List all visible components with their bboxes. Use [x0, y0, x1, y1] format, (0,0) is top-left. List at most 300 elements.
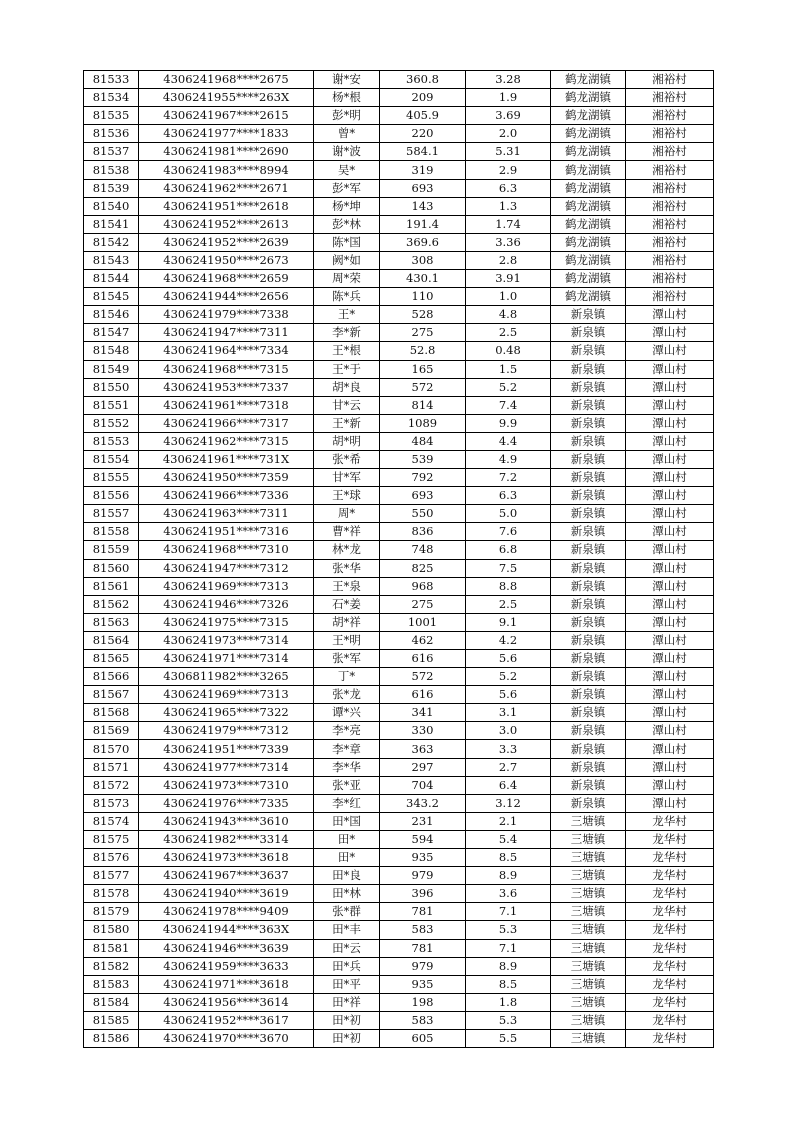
cell-village: 龙华村: [626, 993, 714, 1011]
cell-name: 田*初: [314, 1011, 380, 1029]
cell-name: 石*姜: [314, 595, 380, 613]
cell-town: 三塘镇: [551, 939, 626, 957]
cell-row-number: 81550: [84, 378, 139, 396]
cell-name: 张*亚: [314, 776, 380, 794]
cell-village: 潭山村: [626, 577, 714, 595]
cell-value: 5.6: [466, 686, 551, 704]
cell-amount: 528: [380, 306, 466, 324]
cell-row-number: 81573: [84, 794, 139, 812]
cell-value: 1.74: [466, 215, 551, 233]
cell-row-number: 81551: [84, 396, 139, 414]
cell-town: 三塘镇: [551, 830, 626, 848]
cell-village: 潭山村: [626, 613, 714, 631]
cell-amount: 583: [380, 1011, 466, 1029]
table-row: [84, 505, 714, 523]
cell-value: 2.5: [466, 324, 551, 342]
cell-id-number: 4306241944****363X: [139, 921, 314, 939]
cell-amount: 363: [380, 740, 466, 758]
cell-name: 张*群: [314, 903, 380, 921]
table-row: [84, 758, 714, 776]
cell-name: 吴*: [314, 161, 380, 179]
cell-value: 9.9: [466, 414, 551, 432]
cell-name: 李*新: [314, 324, 380, 342]
cell-amount: 405.9: [380, 107, 466, 125]
cell-id-number: 4306241968****2675: [139, 71, 314, 89]
cell-row-number: 81537: [84, 143, 139, 161]
cell-value: 5.0: [466, 505, 551, 523]
cell-name: 阙*如: [314, 251, 380, 269]
cell-row-number: 81564: [84, 631, 139, 649]
cell-village: 潭山村: [626, 794, 714, 812]
cell-name: 谢*安: [314, 71, 380, 89]
cell-name: 李*红: [314, 794, 380, 812]
cell-village: 潭山村: [626, 378, 714, 396]
table-row: [84, 975, 714, 993]
cell-id-number: 4306241969****7313: [139, 577, 314, 595]
cell-id-number: 4306241970****3670: [139, 1029, 314, 1047]
table-row: [84, 179, 714, 197]
cell-village: 湘裕村: [626, 161, 714, 179]
cell-id-number: 4306241979****7338: [139, 306, 314, 324]
cell-id-number: 4306241952****2639: [139, 233, 314, 251]
cell-town: 新泉镇: [551, 776, 626, 794]
cell-village: 龙华村: [626, 867, 714, 885]
cell-id-number: 4306241943****3610: [139, 812, 314, 830]
cell-name: 陈*国: [314, 233, 380, 251]
cell-id-number: 4306241964****7334: [139, 342, 314, 360]
cell-town: 新泉镇: [551, 360, 626, 378]
cell-town: 新泉镇: [551, 704, 626, 722]
cell-town: 鹤龙湖镇: [551, 270, 626, 288]
cell-amount: 297: [380, 758, 466, 776]
cell-id-number: 4306241973****7310: [139, 776, 314, 794]
cell-name: 谭*兴: [314, 704, 380, 722]
cell-amount: 792: [380, 469, 466, 487]
cell-row-number: 81556: [84, 487, 139, 505]
cell-value: 4.8: [466, 306, 551, 324]
cell-village: 湘裕村: [626, 233, 714, 251]
table-row: [84, 125, 714, 143]
cell-village: 潭山村: [626, 306, 714, 324]
cell-id-number: 4306241940****3619: [139, 885, 314, 903]
table-row: [84, 89, 714, 107]
cell-value: 3.12: [466, 794, 551, 812]
cell-name: 李*亮: [314, 722, 380, 740]
table-row: [84, 957, 714, 975]
cell-town: 鹤龙湖镇: [551, 89, 626, 107]
cell-row-number: 81568: [84, 704, 139, 722]
table-row: [84, 686, 714, 704]
cell-value: 8.5: [466, 849, 551, 867]
cell-value: 2.7: [466, 758, 551, 776]
table-row: [84, 450, 714, 468]
cell-value: 2.8: [466, 251, 551, 269]
cell-row-number: 81552: [84, 414, 139, 432]
cell-village: 湘裕村: [626, 125, 714, 143]
cell-village: 潭山村: [626, 686, 714, 704]
table-row: [84, 342, 714, 360]
table-row: [84, 559, 714, 577]
cell-name: 田*: [314, 849, 380, 867]
cell-amount: 143: [380, 197, 466, 215]
cell-value: 6.8: [466, 541, 551, 559]
cell-value: 4.4: [466, 432, 551, 450]
cell-name: 田*丰: [314, 921, 380, 939]
table-row: [84, 613, 714, 631]
cell-id-number: 4306241951****7339: [139, 740, 314, 758]
cell-village: 潭山村: [626, 758, 714, 776]
cell-id-number: 4306241952****2613: [139, 215, 314, 233]
cell-row-number: 81583: [84, 975, 139, 993]
table-row: [84, 324, 714, 342]
cell-village: 潭山村: [626, 541, 714, 559]
table-row: [84, 650, 714, 668]
cell-amount: 935: [380, 975, 466, 993]
cell-amount: 605: [380, 1029, 466, 1047]
table-row: [84, 903, 714, 921]
cell-village: 湘裕村: [626, 197, 714, 215]
table-row: [84, 631, 714, 649]
cell-row-number: 81566: [84, 668, 139, 686]
cell-amount: 275: [380, 595, 466, 613]
cell-row-number: 81558: [84, 523, 139, 541]
data-table: [83, 70, 714, 1048]
cell-village: 潭山村: [626, 432, 714, 450]
table-row: [84, 360, 714, 378]
cell-amount: 220: [380, 125, 466, 143]
cell-id-number: 4306241978****9409: [139, 903, 314, 921]
cell-name: 张*希: [314, 450, 380, 468]
cell-town: 三塘镇: [551, 975, 626, 993]
cell-value: 3.36: [466, 233, 551, 251]
cell-row-number: 81541: [84, 215, 139, 233]
table-row: [84, 432, 714, 450]
cell-name: 彭*军: [314, 179, 380, 197]
cell-row-number: 81567: [84, 686, 139, 704]
cell-value: 9.1: [466, 613, 551, 631]
cell-town: 三塘镇: [551, 867, 626, 885]
cell-value: 6.3: [466, 179, 551, 197]
cell-name: 张*华: [314, 559, 380, 577]
cell-id-number: 4306241962****2671: [139, 179, 314, 197]
cell-row-number: 81534: [84, 89, 139, 107]
cell-village: 潭山村: [626, 668, 714, 686]
cell-amount: 275: [380, 324, 466, 342]
cell-value: 7.1: [466, 903, 551, 921]
cell-town: 鹤龙湖镇: [551, 233, 626, 251]
cell-id-number: 4306241968****7310: [139, 541, 314, 559]
cell-village: 潭山村: [626, 631, 714, 649]
cell-town: 新泉镇: [551, 541, 626, 559]
cell-amount: 935: [380, 849, 466, 867]
cell-town: 三塘镇: [551, 812, 626, 830]
cell-town: 三塘镇: [551, 903, 626, 921]
cell-town: 鹤龙湖镇: [551, 107, 626, 125]
cell-town: 新泉镇: [551, 559, 626, 577]
cell-amount: 231: [380, 812, 466, 830]
cell-village: 龙华村: [626, 903, 714, 921]
cell-amount: 616: [380, 650, 466, 668]
cell-row-number: 81543: [84, 251, 139, 269]
cell-row-number: 81572: [84, 776, 139, 794]
cell-id-number: 4306241946****7326: [139, 595, 314, 613]
cell-name: 李*章: [314, 740, 380, 758]
cell-amount: 572: [380, 668, 466, 686]
cell-village: 龙华村: [626, 830, 714, 848]
cell-row-number: 81546: [84, 306, 139, 324]
cell-amount: 1089: [380, 414, 466, 432]
table-row: [84, 288, 714, 306]
cell-row-number: 81557: [84, 505, 139, 523]
cell-id-number: 4306241969****7313: [139, 686, 314, 704]
cell-id-number: 4306241951****7316: [139, 523, 314, 541]
cell-row-number: 81585: [84, 1011, 139, 1029]
cell-amount: 584.1: [380, 143, 466, 161]
cell-town: 鹤龙湖镇: [551, 179, 626, 197]
table-row: [84, 270, 714, 288]
cell-id-number: 4306241965****7322: [139, 704, 314, 722]
cell-id-number: 4306241975****7315: [139, 613, 314, 631]
cell-village: 潭山村: [626, 324, 714, 342]
table-row: [84, 1029, 714, 1047]
table-row: [84, 704, 714, 722]
cell-village: 龙华村: [626, 1029, 714, 1047]
cell-row-number: 81540: [84, 197, 139, 215]
table-row: [84, 396, 714, 414]
table-row: [84, 71, 714, 89]
cell-town: 新泉镇: [551, 469, 626, 487]
table-row: [84, 722, 714, 740]
cell-row-number: 81576: [84, 849, 139, 867]
cell-row-number: 81582: [84, 957, 139, 975]
cell-village: 潭山村: [626, 360, 714, 378]
cell-name: 李*华: [314, 758, 380, 776]
cell-amount: 825: [380, 559, 466, 577]
cell-village: 潭山村: [626, 595, 714, 613]
cell-value: 6.3: [466, 487, 551, 505]
cell-town: 鹤龙湖镇: [551, 143, 626, 161]
cell-town: 新泉镇: [551, 414, 626, 432]
cell-id-number: 4306811982****3265: [139, 668, 314, 686]
cell-amount: 594: [380, 830, 466, 848]
cell-value: 5.2: [466, 668, 551, 686]
cell-id-number: 4306241967****2615: [139, 107, 314, 125]
cell-value: 1.0: [466, 288, 551, 306]
cell-town: 鹤龙湖镇: [551, 197, 626, 215]
table-row: [84, 577, 714, 595]
cell-amount: 330: [380, 722, 466, 740]
cell-row-number: 81581: [84, 939, 139, 957]
cell-id-number: 4306241973****3618: [139, 849, 314, 867]
cell-town: 新泉镇: [551, 650, 626, 668]
cell-row-number: 81569: [84, 722, 139, 740]
cell-town: 新泉镇: [551, 595, 626, 613]
cell-amount: 462: [380, 631, 466, 649]
cell-town: 新泉镇: [551, 722, 626, 740]
cell-name: 林*龙: [314, 541, 380, 559]
cell-amount: 209: [380, 89, 466, 107]
cell-name: 张*军: [314, 650, 380, 668]
table-row: [84, 830, 714, 848]
table-row: [84, 939, 714, 957]
cell-row-number: 81554: [84, 450, 139, 468]
cell-value: 7.1: [466, 939, 551, 957]
cell-village: 龙华村: [626, 812, 714, 830]
cell-id-number: 4306241950****7359: [139, 469, 314, 487]
cell-town: 三塘镇: [551, 1011, 626, 1029]
cell-village: 湘裕村: [626, 71, 714, 89]
cell-name: 曹*祥: [314, 523, 380, 541]
cell-town: 新泉镇: [551, 794, 626, 812]
cell-amount: 165: [380, 360, 466, 378]
cell-id-number: 4306241955****263X: [139, 89, 314, 107]
cell-amount: 539: [380, 450, 466, 468]
table-row: [84, 487, 714, 505]
cell-amount: 191.4: [380, 215, 466, 233]
cell-value: 3.28: [466, 71, 551, 89]
cell-row-number: 81560: [84, 559, 139, 577]
cell-village: 潭山村: [626, 342, 714, 360]
cell-value: 7.2: [466, 469, 551, 487]
cell-town: 新泉镇: [551, 758, 626, 776]
cell-village: 潭山村: [626, 414, 714, 432]
cell-village: 龙华村: [626, 849, 714, 867]
cell-name: 彭*林: [314, 215, 380, 233]
cell-village: 湘裕村: [626, 89, 714, 107]
cell-value: 3.0: [466, 722, 551, 740]
table-row: [84, 523, 714, 541]
cell-row-number: 81545: [84, 288, 139, 306]
cell-row-number: 81561: [84, 577, 139, 595]
cell-town: 新泉镇: [551, 631, 626, 649]
cell-value: 6.4: [466, 776, 551, 794]
cell-village: 潭山村: [626, 523, 714, 541]
cell-village: 湘裕村: [626, 288, 714, 306]
cell-row-number: 81570: [84, 740, 139, 758]
cell-town: 三塘镇: [551, 849, 626, 867]
cell-village: 潭山村: [626, 776, 714, 794]
cell-name: 王*泉: [314, 577, 380, 595]
cell-town: 新泉镇: [551, 342, 626, 360]
cell-town: 鹤龙湖镇: [551, 125, 626, 143]
cell-id-number: 4306241952****3617: [139, 1011, 314, 1029]
cell-name: 胡*良: [314, 378, 380, 396]
cell-town: 鹤龙湖镇: [551, 215, 626, 233]
cell-town: 鹤龙湖镇: [551, 161, 626, 179]
table-row: [84, 251, 714, 269]
cell-value: 1.8: [466, 993, 551, 1011]
cell-village: 湘裕村: [626, 270, 714, 288]
cell-village: 湘裕村: [626, 143, 714, 161]
cell-amount: 616: [380, 686, 466, 704]
cell-row-number: 81563: [84, 613, 139, 631]
cell-town: 三塘镇: [551, 993, 626, 1011]
table-row: [84, 378, 714, 396]
cell-amount: 550: [380, 505, 466, 523]
cell-amount: 968: [380, 577, 466, 595]
cell-value: 7.4: [466, 396, 551, 414]
cell-amount: 1001: [380, 613, 466, 631]
cell-id-number: 4306241956****3614: [139, 993, 314, 1011]
cell-id-number: 4306241959****3633: [139, 957, 314, 975]
cell-town: 三塘镇: [551, 921, 626, 939]
cell-village: 潭山村: [626, 740, 714, 758]
cell-name: 田*兵: [314, 957, 380, 975]
cell-town: 新泉镇: [551, 613, 626, 631]
cell-name: 王*于: [314, 360, 380, 378]
cell-town: 新泉镇: [551, 450, 626, 468]
cell-id-number: 4306241968****7315: [139, 360, 314, 378]
cell-amount: 343.2: [380, 794, 466, 812]
cell-town: 新泉镇: [551, 396, 626, 414]
table-row: [84, 668, 714, 686]
cell-id-number: 4306241967****3637: [139, 867, 314, 885]
table-row: [84, 993, 714, 1011]
cell-amount: 430.1: [380, 270, 466, 288]
cell-town: 新泉镇: [551, 306, 626, 324]
cell-row-number: 81578: [84, 885, 139, 903]
cell-amount: 341: [380, 704, 466, 722]
cell-value: 5.3: [466, 1011, 551, 1029]
cell-amount: 979: [380, 867, 466, 885]
cell-value: 1.3: [466, 197, 551, 215]
cell-row-number: 81559: [84, 541, 139, 559]
cell-town: 三塘镇: [551, 957, 626, 975]
cell-value: 7.5: [466, 559, 551, 577]
cell-village: 潭山村: [626, 650, 714, 668]
cell-name: 张*龙: [314, 686, 380, 704]
cell-name: 王*: [314, 306, 380, 324]
cell-name: 甘*云: [314, 396, 380, 414]
cell-amount: 748: [380, 541, 466, 559]
cell-value: 0.48: [466, 342, 551, 360]
cell-village: 潭山村: [626, 396, 714, 414]
table-row: [84, 215, 714, 233]
cell-id-number: 4306241962****7315: [139, 432, 314, 450]
cell-name: 谢*波: [314, 143, 380, 161]
cell-value: 5.3: [466, 921, 551, 939]
cell-town: 新泉镇: [551, 432, 626, 450]
cell-village: 龙华村: [626, 957, 714, 975]
cell-town: 三塘镇: [551, 1029, 626, 1047]
cell-name: 周*: [314, 505, 380, 523]
cell-village: 潭山村: [626, 469, 714, 487]
table-row: [84, 595, 714, 613]
cell-name: 彭*明: [314, 107, 380, 125]
cell-village: 龙华村: [626, 921, 714, 939]
cell-value: 3.69: [466, 107, 551, 125]
cell-name: 丁*: [314, 668, 380, 686]
table-body: [84, 71, 714, 1048]
cell-amount: 583: [380, 921, 466, 939]
cell-amount: 110: [380, 288, 466, 306]
table-row: [84, 414, 714, 432]
cell-value: 5.2: [466, 378, 551, 396]
cell-name: 陈*兵: [314, 288, 380, 306]
cell-value: 2.0: [466, 125, 551, 143]
table-row: [84, 885, 714, 903]
cell-id-number: 4306241976****7335: [139, 794, 314, 812]
cell-village: 湘裕村: [626, 179, 714, 197]
table-row: [84, 469, 714, 487]
cell-row-number: 81586: [84, 1029, 139, 1047]
cell-id-number: 4306241951****2618: [139, 197, 314, 215]
table-row: [84, 1011, 714, 1029]
cell-town: 新泉镇: [551, 324, 626, 342]
cell-town: 新泉镇: [551, 740, 626, 758]
cell-amount: 396: [380, 885, 466, 903]
cell-value: 5.4: [466, 830, 551, 848]
